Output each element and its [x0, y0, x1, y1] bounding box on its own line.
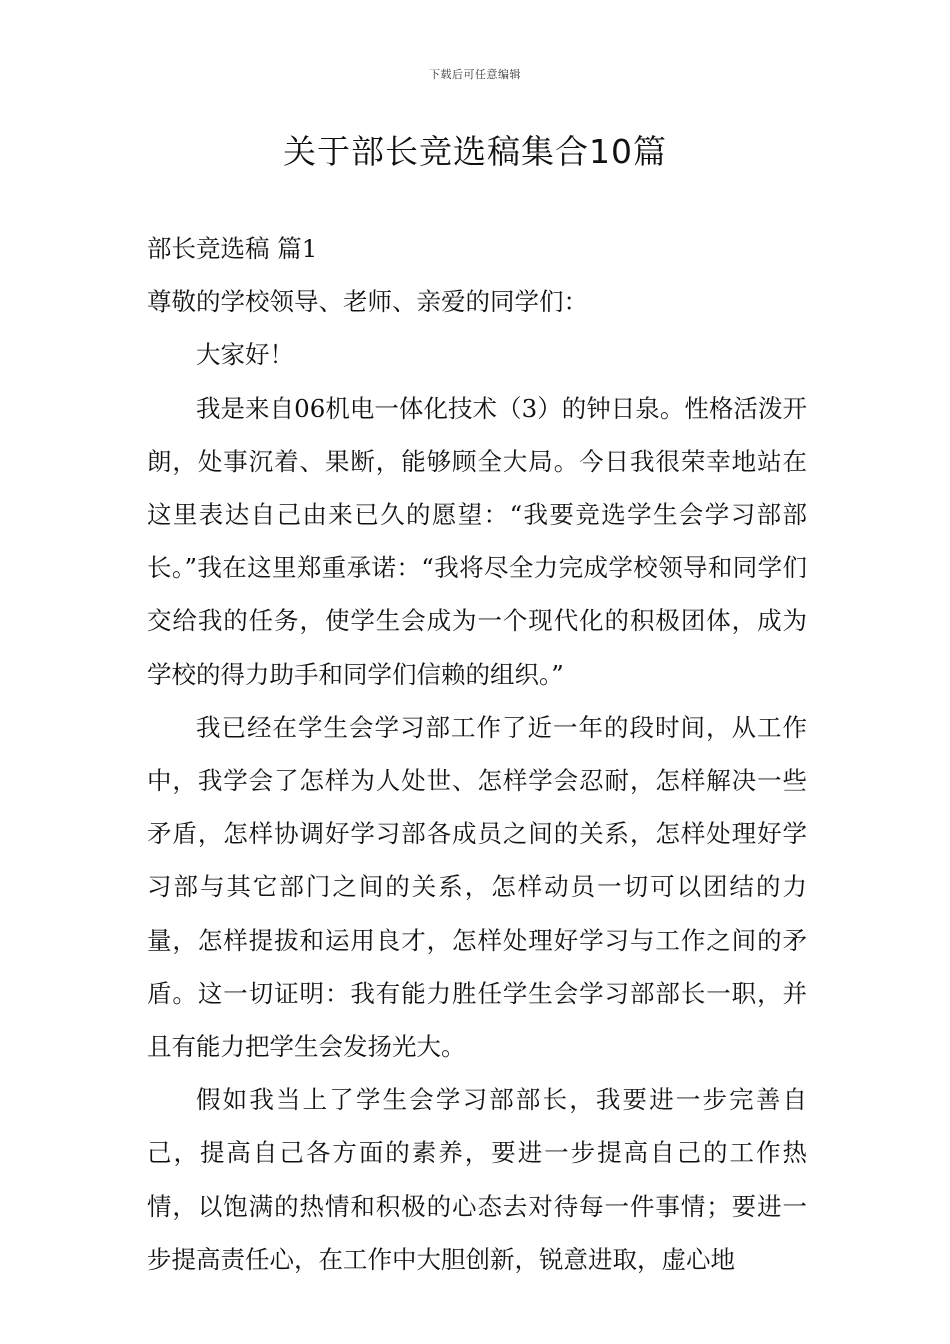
- body-paragraph: 我是来自06机电一体化技术（3）的钟日泉。性格活泼开朗，处事沉着、果断，能够顾全大局。今日我很荣幸地站在这里表达自己由来已久的愿望：“我要竞选学生会学习部部长。”我在这里郑重承诺：“我将尽全力完成学校领导和同学们交给我的任务，使学生会成为一个现代化的积极团体，成为学校的得力助手和同学们信赖的组织。”: [147, 393, 807, 689]
- header-note: 下载后可任意编辑: [429, 68, 521, 81]
- greeting-paragraph: 大家好！: [196, 340, 294, 370]
- body-paragraph: 假如我当上了学生会学习部部长，我要进一步完善自己，提高自己各方面的素养，要进一步提高自己的工作热情，以饱满的热情和积极的心态去对待每一件事情；要进一步提高责任心，在工作中大胆创新，锐意进取，虚心地: [147, 1085, 807, 1274]
- body-paragraph: 我已经在学生会学习部工作了近一年的段时间，从工作中，我学会了怎样为人处世、怎样学会忍耐，怎样解决一些矛盾，怎样协调好学习部各成员之间的关系，怎样处理好学习部与其它部门之间的关系，怎样动员一切可以团结的力量，怎样提拔和运用良才，怎样处理好学习与工作之间的矛盾。这一切证明：我有能力胜任学生会学习部部长一职，并且有能力把学生会发扬光大。: [147, 712, 807, 1062]
- section-heading: 部长竞选稿 篇1: [147, 234, 318, 263]
- document-body: [147, 222, 807, 1286]
- document-title: 关于部长竞选稿集合10篇: [283, 132, 667, 171]
- salutation: 尊敬的学校领导、老师、亲爱的同学们：: [147, 287, 588, 317]
